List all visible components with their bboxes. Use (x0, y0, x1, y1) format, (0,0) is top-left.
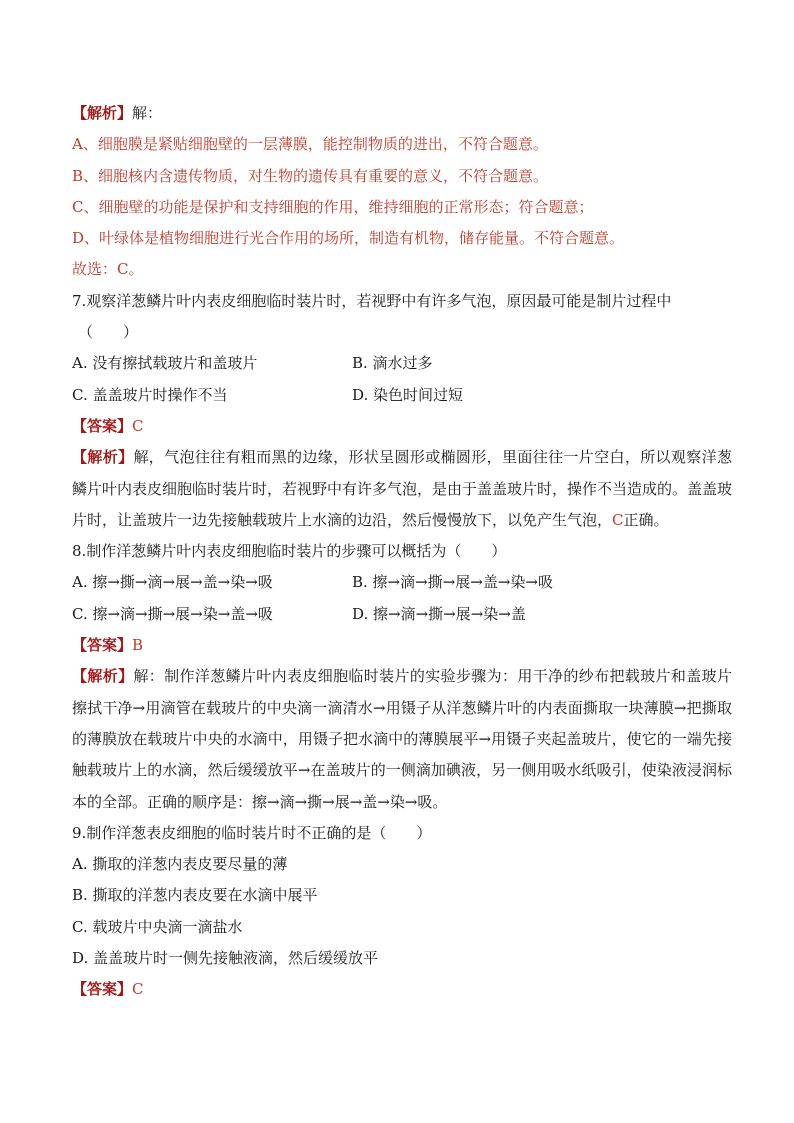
q8-answer (72, 630, 732, 661)
q9-answer (72, 974, 732, 1005)
q8-option-b: B. 擦→滴→撕→展→盖→染→吸 (352, 573, 553, 592)
analysis-highlight: C (612, 510, 624, 529)
q7-analysis (72, 442, 732, 536)
q8-options-row1 (72, 567, 732, 598)
q7-option-c: C. 盖盖玻片时操作不当 (72, 385, 228, 404)
answer-tag: 【答案】 (72, 636, 133, 655)
answer-value: C (132, 980, 144, 999)
analysis-text: 解，气泡往往有粗而黑的边缘，形状呈圆形或椭圆形，里面往往一片空白，所以观察洋葱鳞片叶内表皮细胞临时装片时，若视野中有许多气泡，是由于盖盖玻片时，操作不当造成的。盖盖玻片时，让盖玻片一边先接触载玻片上水滴的边沿，然后慢慢放下，以免产生气泡， (72, 448, 733, 529)
analysis-tag: 【解析】 (72, 448, 134, 467)
q7-option-a: A. 没有擦拭载玻片和盖玻片 (72, 354, 258, 373)
analysis-tag: 【解析】 (72, 667, 134, 686)
q8-options-row2 (72, 599, 732, 630)
q7-stem-line1: 7.观察洋葱鳞片叶内表皮细胞临时装片时，若视野中有许多气泡，原因最可能是制片过程中 (72, 291, 672, 310)
q7-option-b: B. 滴水过多 (352, 354, 433, 373)
q8-stem: 8.制作洋葱鳞片叶内表皮细胞临时装片的步骤可以概括为（ ） (72, 542, 507, 561)
q8-option-a: A. 擦→撕→滴→展→盖→染→吸 (72, 573, 273, 592)
q9-stem: 9.制作洋葱表皮细胞的临时装片时不正确的是（ ） (72, 823, 432, 842)
analysis-end: 正确。 (623, 510, 669, 529)
q6-analysis-line-a: A、细胞膜是紧贴细胞壁的一层薄膜，能控制物质的进出，不符合题意。 (72, 135, 548, 154)
q7-answer (72, 411, 732, 442)
analysis-text: 解：制作洋葱鳞片叶内表皮细胞临时装片的实验步骤为：用干净的纱布把载玻片和盖玻片擦拭干净→用滴管在载玻片的中央滴一滴清水→用镊子从洋葱鳞片叶的内表面撕取一块薄膜→把撕取的薄膜放在载玻片中央的水滴中，用镊子把水滴中的薄膜展平→用镊子夹起盖玻片，使它的一端先接触载玻片上的水滴，然后缓缓放平→在盖玻片的一侧滴加碘液，另一侧用吸水纸吸引，使染液浸润标本的全部。正确的顺序是：擦→滴→撕→展→盖→染→吸。 (72, 667, 732, 811)
q6-analysis-line-c: C、细胞壁的功能是保护和支持细胞的作用，维持细胞的正常形态；符合题意； (72, 197, 594, 216)
q7-options-row2 (72, 380, 732, 411)
q6-conclusion: 故选：C。 (72, 260, 144, 279)
analysis-tag: 【解析】 (72, 104, 133, 122)
q9-option-b: B. 撕取的洋葱内表皮要在水滴中展平 (72, 886, 318, 905)
answer-tag: 【答案】 (72, 416, 133, 435)
q9-option-c: C. 载玻片中央滴一滴盐水 (72, 917, 243, 936)
analysis-lead: 解： (132, 104, 163, 122)
q7-options-row1 (72, 348, 732, 379)
q9-option-a: A. 撕取的洋葱内表皮要尽量的薄 (72, 855, 288, 874)
q6-analysis-line-b: B、细胞核内含遗传物质，对生物的遗传具有重要的意义，不符合题意。 (72, 166, 549, 185)
q7-stem-line2: （ ） (78, 323, 139, 342)
q8-analysis (72, 661, 732, 817)
answer-tag: 【答案】 (72, 980, 133, 999)
answer-value: C (132, 416, 144, 435)
q6-analysis-header (72, 98, 732, 129)
answer-value: B (132, 636, 144, 655)
q8-option-c: C. 擦→滴→撕→展→染→盖→吸 (72, 604, 273, 623)
document-page (72, 98, 732, 1006)
q6-analysis-line-d: D、叶绿体是植物细胞进行光合作用的场所，制造有机物，储存能量。不符合题意。 (72, 229, 625, 248)
q7-option-d: D. 染色时间过短 (352, 385, 464, 404)
q8-option-d: D. 擦→滴→撕→展→染→盖 (352, 604, 526, 623)
q9-option-d: D. 盖盖玻片时一侧先接触液滴，然后缓缓放平 (72, 949, 379, 968)
